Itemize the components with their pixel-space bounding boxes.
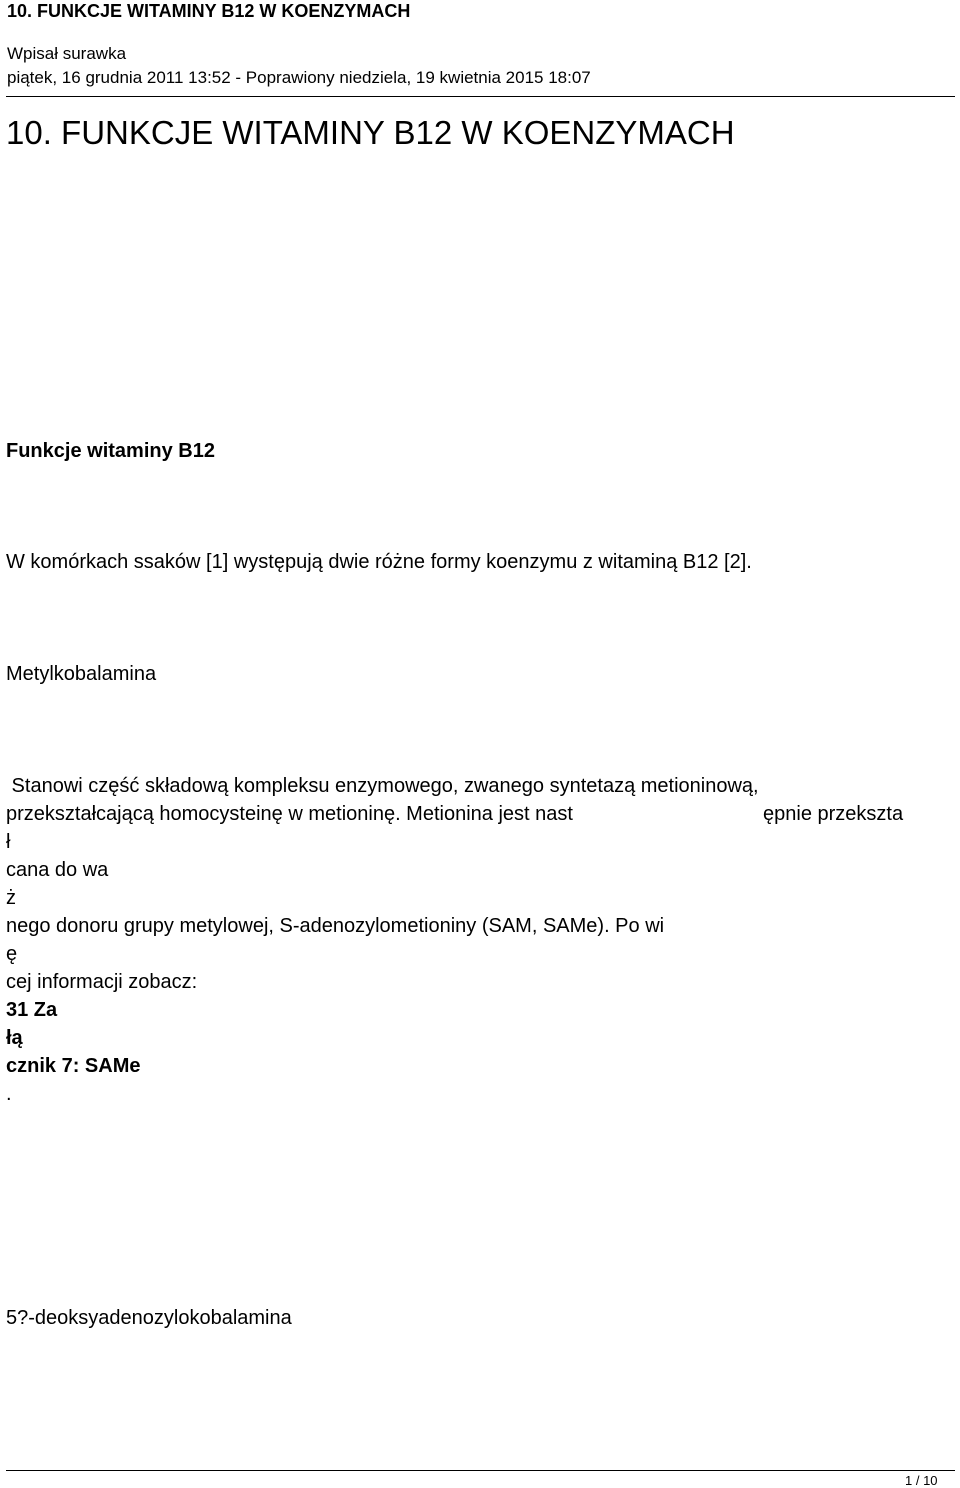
- paragraph-line: .: [6, 1083, 12, 1105]
- deoxyadenosylcobalamin-heading: 5?-deoksyadenozylokobalamina: [6, 1307, 292, 1329]
- link-text[interactable]: cznik 7: SAMe: [6, 1055, 141, 1077]
- paragraph-line: cej informacji zobacz:: [6, 971, 198, 993]
- paragraph-line: cana do wa: [6, 859, 109, 881]
- paragraph-line: przekształcającą homocysteinę w metioninę. Metionina jest nast: [6, 803, 573, 825]
- footer-divider: [6, 1470, 955, 1471]
- methylcobalamin-heading: Metylkobalamina: [6, 663, 157, 685]
- header-title: 10. FUNKCJE WITAMINY B12 W KOENZYMACH: [7, 1, 411, 21]
- link-text[interactable]: łą: [6, 1027, 23, 1049]
- paragraph-line: Stanowi część składową kompleksu enzymowego, zwanego syntetazą metioninową,: [6, 775, 759, 797]
- author-line: Wpisał surawka: [7, 44, 127, 63]
- section-heading: Funkcje witaminy B12: [6, 440, 215, 462]
- page-number: 1 / 10: [905, 1473, 938, 1488]
- paragraph-line: ę: [6, 943, 18, 965]
- paragraph-line: ępnie przekszta: [763, 803, 904, 825]
- header-divider: [6, 96, 955, 97]
- link-text[interactable]: 31 Za: [6, 999, 58, 1021]
- paragraph-line: ż: [6, 887, 16, 909]
- paragraph-line: ł: [6, 831, 11, 853]
- date-line: piątek, 16 grudnia 2011 13:52 - Poprawiony niedziela, 19 kwietnia 2015 18:07: [7, 68, 591, 87]
- page-title: 10. FUNKCJE WITAMINY B12 W KOENZYMACH: [6, 114, 735, 151]
- intro-paragraph: W komórkach ssaków [1] występują dwie różne formy koenzymu z witaminą B12 [2].: [6, 551, 752, 573]
- paragraph-line: nego donoru grupy metylowej, S-adenozylometioniny (SAM, SAMe). Po wi: [6, 915, 665, 937]
